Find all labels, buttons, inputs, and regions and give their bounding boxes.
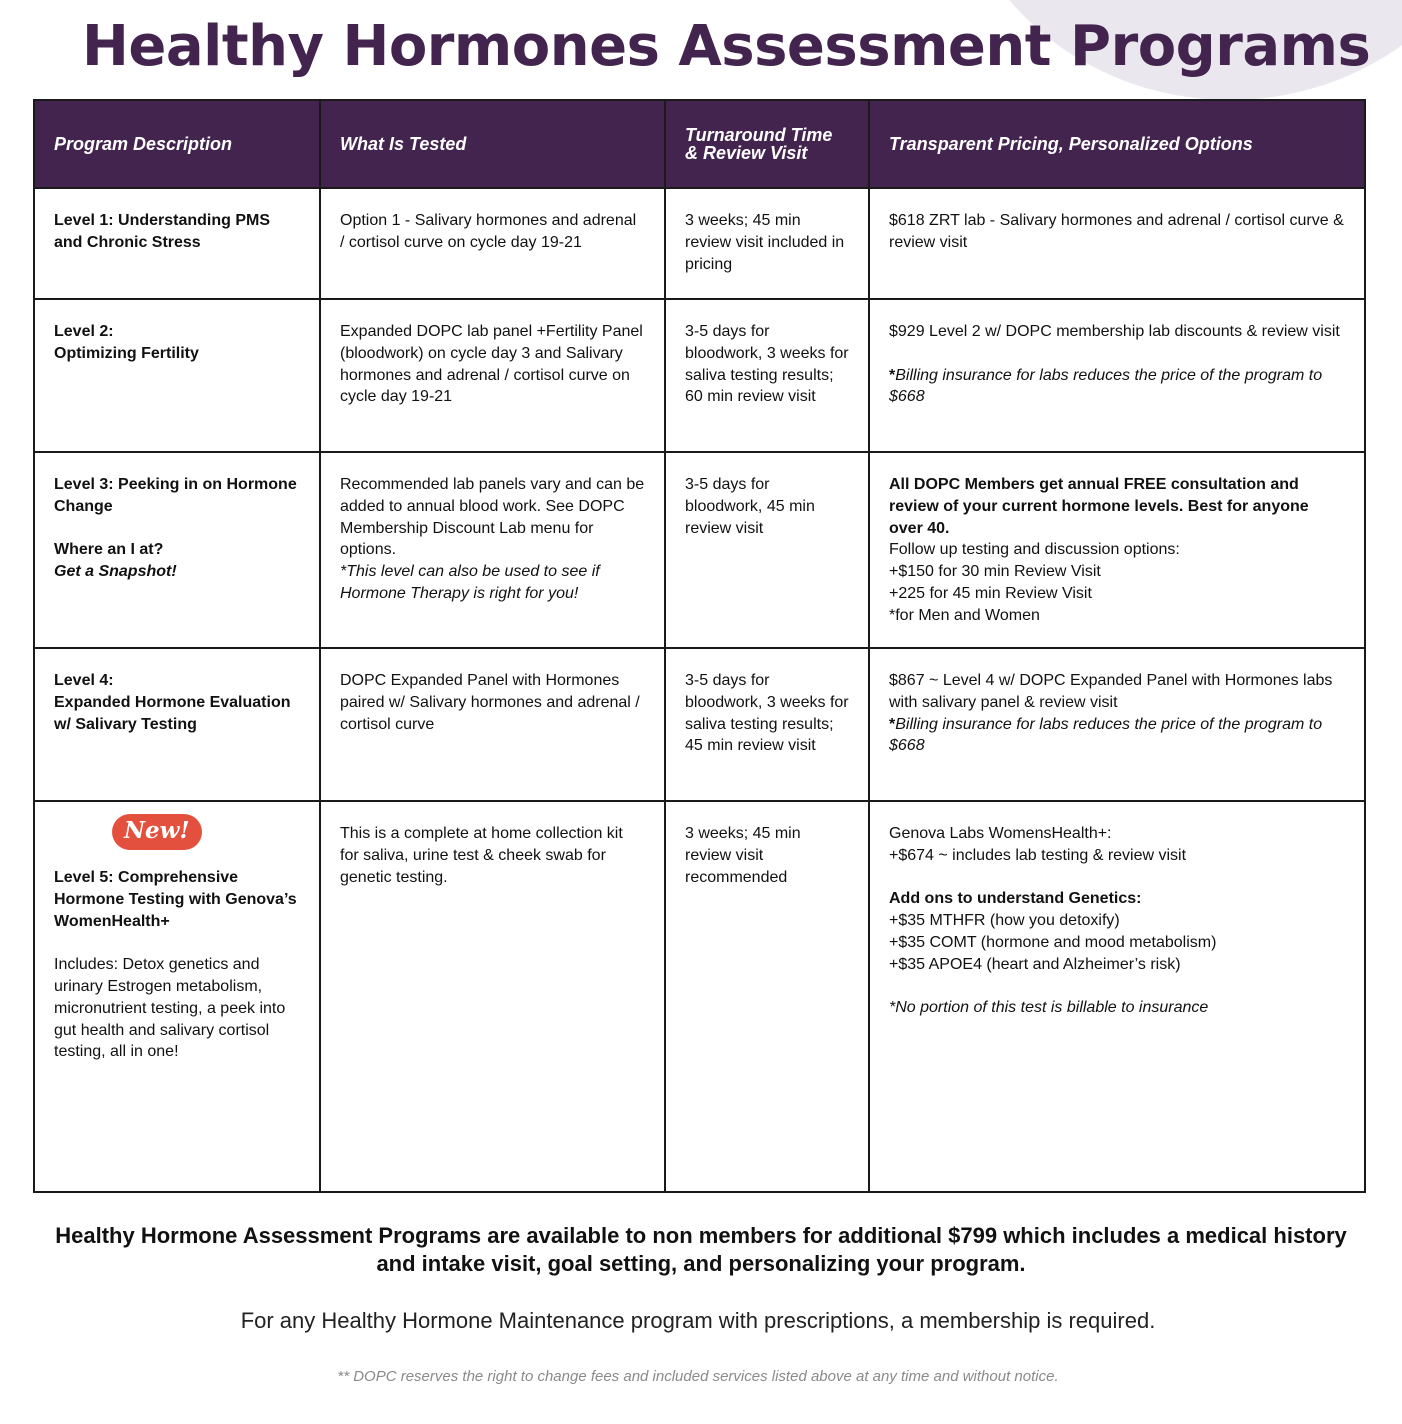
level-1-turnaround [665, 188, 869, 299]
level-4-turnaround [665, 648, 869, 801]
disclaimer: ** DOPC reserves the right to change fees and included services listed above at any time and without notice. [337, 1368, 1059, 1385]
new-badge: New! [112, 814, 202, 850]
level-3-pricing [869, 452, 1365, 648]
level-5-addons-title: Add ons to understand Genetics: [889, 890, 1142, 908]
level-4-description [34, 648, 320, 801]
table-row-level-4 [34, 648, 1365, 801]
level-5-pricing-note: *No portion of this test is billable to insurance [889, 999, 1209, 1017]
level-2-tested [320, 299, 665, 452]
level-3-pricing-line3: +225 for 45 min Review Visit [889, 584, 1092, 602]
level-1-description [34, 188, 320, 299]
level-5-pricing-line1: Genova Labs WomensHealth+: [889, 825, 1112, 842]
level-5-includes: Includes: Detox genetics and urinary Estrogen metabolism, micronutrient testing, a peek into gut health and salivary cortisol testing, all in one! [54, 956, 286, 1061]
level-3-tested-note: *This level can also be used to see if Hormone Therapy is right for you! [340, 563, 600, 602]
page-title: Healthy Hormones Assessment Programs [82, 14, 1371, 79]
level-5-addon-comt: +$35 COMT (hormone and mood metabolism) [889, 933, 1217, 951]
level-4-pricing-note [889, 714, 1345, 758]
level-5-tested [320, 801, 665, 1192]
table-header-row [34, 100, 1365, 188]
level-5-title: Level 5: Comprehensive Hormone Testing with Genova’s WomenHealth+ [54, 869, 297, 930]
level-3-turnaround-text: 3-5 days for bloodwork, 45 min review visit [685, 476, 815, 537]
membership-note: For any Healthy Hormone Maintenance program with prescriptions, a membership is required. [240, 1308, 1156, 1333]
level-2-pricing [869, 299, 1365, 452]
level-4-pricing [869, 648, 1365, 801]
level-3-tested [320, 452, 665, 648]
level-5-tested-text: This is a complete at home collection kit for saliva, urine test & cheek swab for genetic testing. [340, 825, 623, 886]
level-5-addon-apoe4: +$35 APOE4 (heart and Alzheimer’s risk) [889, 955, 1181, 973]
level-4-note-text: Billing insurance for labs reduces the price of the program to $668 [889, 715, 1323, 755]
level-3-pricing-bold: All DOPC Members get annual FREE consultation and review of your current hormone levels. Best for anyone over 40. [889, 476, 1309, 537]
level-5-turnaround [665, 801, 869, 1192]
table-row-level-2 [34, 299, 1365, 452]
level-3-turnaround [665, 452, 869, 648]
level-3-tested-text: Recommended lab panels vary and can be added to annual blood work. See DOPC Membership Discount Lab menu for options. [340, 476, 645, 559]
level-4-title-line1: Level 4: [54, 672, 114, 689]
level-2-tested-text: Expanded DOPC lab panel +Fertility Panel (bloodwork) on cycle day 3 and Salivary hormones and adrenal / cortisol curve on cycle day 19-21 [340, 323, 643, 406]
level-2-note-text: Billing insurance for labs reduces the price of the program to $668 [889, 366, 1323, 406]
level-3-tagline: Get a Snapshot! [54, 563, 177, 581]
header-what-is-tested: What Is Tested [320, 100, 665, 188]
level-5-addon-mthfr: +$35 MTHFR (how you detoxify) [889, 912, 1120, 930]
table-row-level-3 [34, 452, 1365, 648]
table-row-level-5 [34, 801, 1365, 1192]
level-4-title-line2: Expanded Hormone Evaluation w/ Salivary Testing [54, 693, 291, 733]
header-turnaround-line2: & Review Visit [685, 143, 808, 163]
level-5-pricing-line2: +$674 ~ includes lab testing & review visit [889, 846, 1187, 864]
level-5-description [34, 801, 320, 1192]
level-4-tested-text: DOPC Expanded Panel with Hormones paired w/ Salivary hormones and adrenal / cortisol curve [340, 672, 640, 733]
header-turnaround-line1: Turnaround Time [685, 125, 833, 145]
level-2-turnaround [665, 299, 869, 452]
non-member-note: Healthy Hormone Assessment Programs are available to non members for additional $799 which includes a medical history and intake visit, goal setting, and personalizing your program. [55, 1223, 1347, 1276]
programs-table [33, 99, 1366, 1193]
level-2-description [34, 299, 320, 452]
header-program-description: Program Description [34, 100, 320, 188]
level-4-pricing-text: $867 ~ Level 4 w/ DOPC Expanded Panel with Hormones labs with salivary panel & review visit [889, 672, 1333, 711]
header-turnaround [665, 100, 869, 188]
level-1-pricing-text: $618 ZRT lab - Salivary hormones and adrenal / cortisol curve & review visit [889, 212, 1344, 251]
level-3-pricing-line1: Follow up testing and discussion options: [889, 541, 1180, 559]
level-2-pricing-text: $929 Level 2 w/ DOPC membership lab discounts & review visit [889, 323, 1340, 340]
table-row-level-1 [34, 188, 1365, 299]
level-5-pricing [869, 801, 1365, 1192]
level-1-tested [320, 188, 665, 299]
header-pricing: Transparent Pricing, Personalized Options [869, 100, 1365, 188]
level-4-turnaround-text: 3-5 days for bloodwork, 3 weeks for saliva testing results; 45 min review visit [685, 672, 849, 755]
level-3-pricing-line4: *for Men and Women [889, 606, 1040, 624]
level-5-turnaround-text: 3 weeks; 45 min review visit recommended [685, 825, 801, 886]
level-3-title: Level 3: Peeking in on Hormone Change [54, 476, 297, 515]
level-1-pricing [869, 188, 1365, 299]
level-1-tested-text: Option 1 - Salivary hormones and adrenal / cortisol curve on cycle day 19-21 [340, 212, 637, 251]
level-2-pricing-note [889, 365, 1345, 409]
level-2-note-star: * [889, 366, 896, 384]
level-2-title-line1: Level 2: [54, 323, 114, 340]
level-4-tested [320, 648, 665, 801]
level-2-turnaround-text: 3-5 days for bloodwork, 3 weeks for saliva testing results; 60 min review visit [685, 323, 849, 406]
level-2-title-line2: Optimizing Fertility [54, 344, 199, 362]
level-1-title: Level 1: Understanding PMS and Chronic Stress [54, 212, 271, 251]
level-3-pricing-line2: +$150 for 30 min Review Visit [889, 563, 1101, 581]
level-1-turnaround-text: 3 weeks; 45 min review visit included in pricing [685, 212, 845, 273]
level-3-description [34, 452, 320, 648]
level-4-note-star: * [889, 715, 896, 733]
level-3-subtitle: Where an I at? [54, 541, 164, 559]
